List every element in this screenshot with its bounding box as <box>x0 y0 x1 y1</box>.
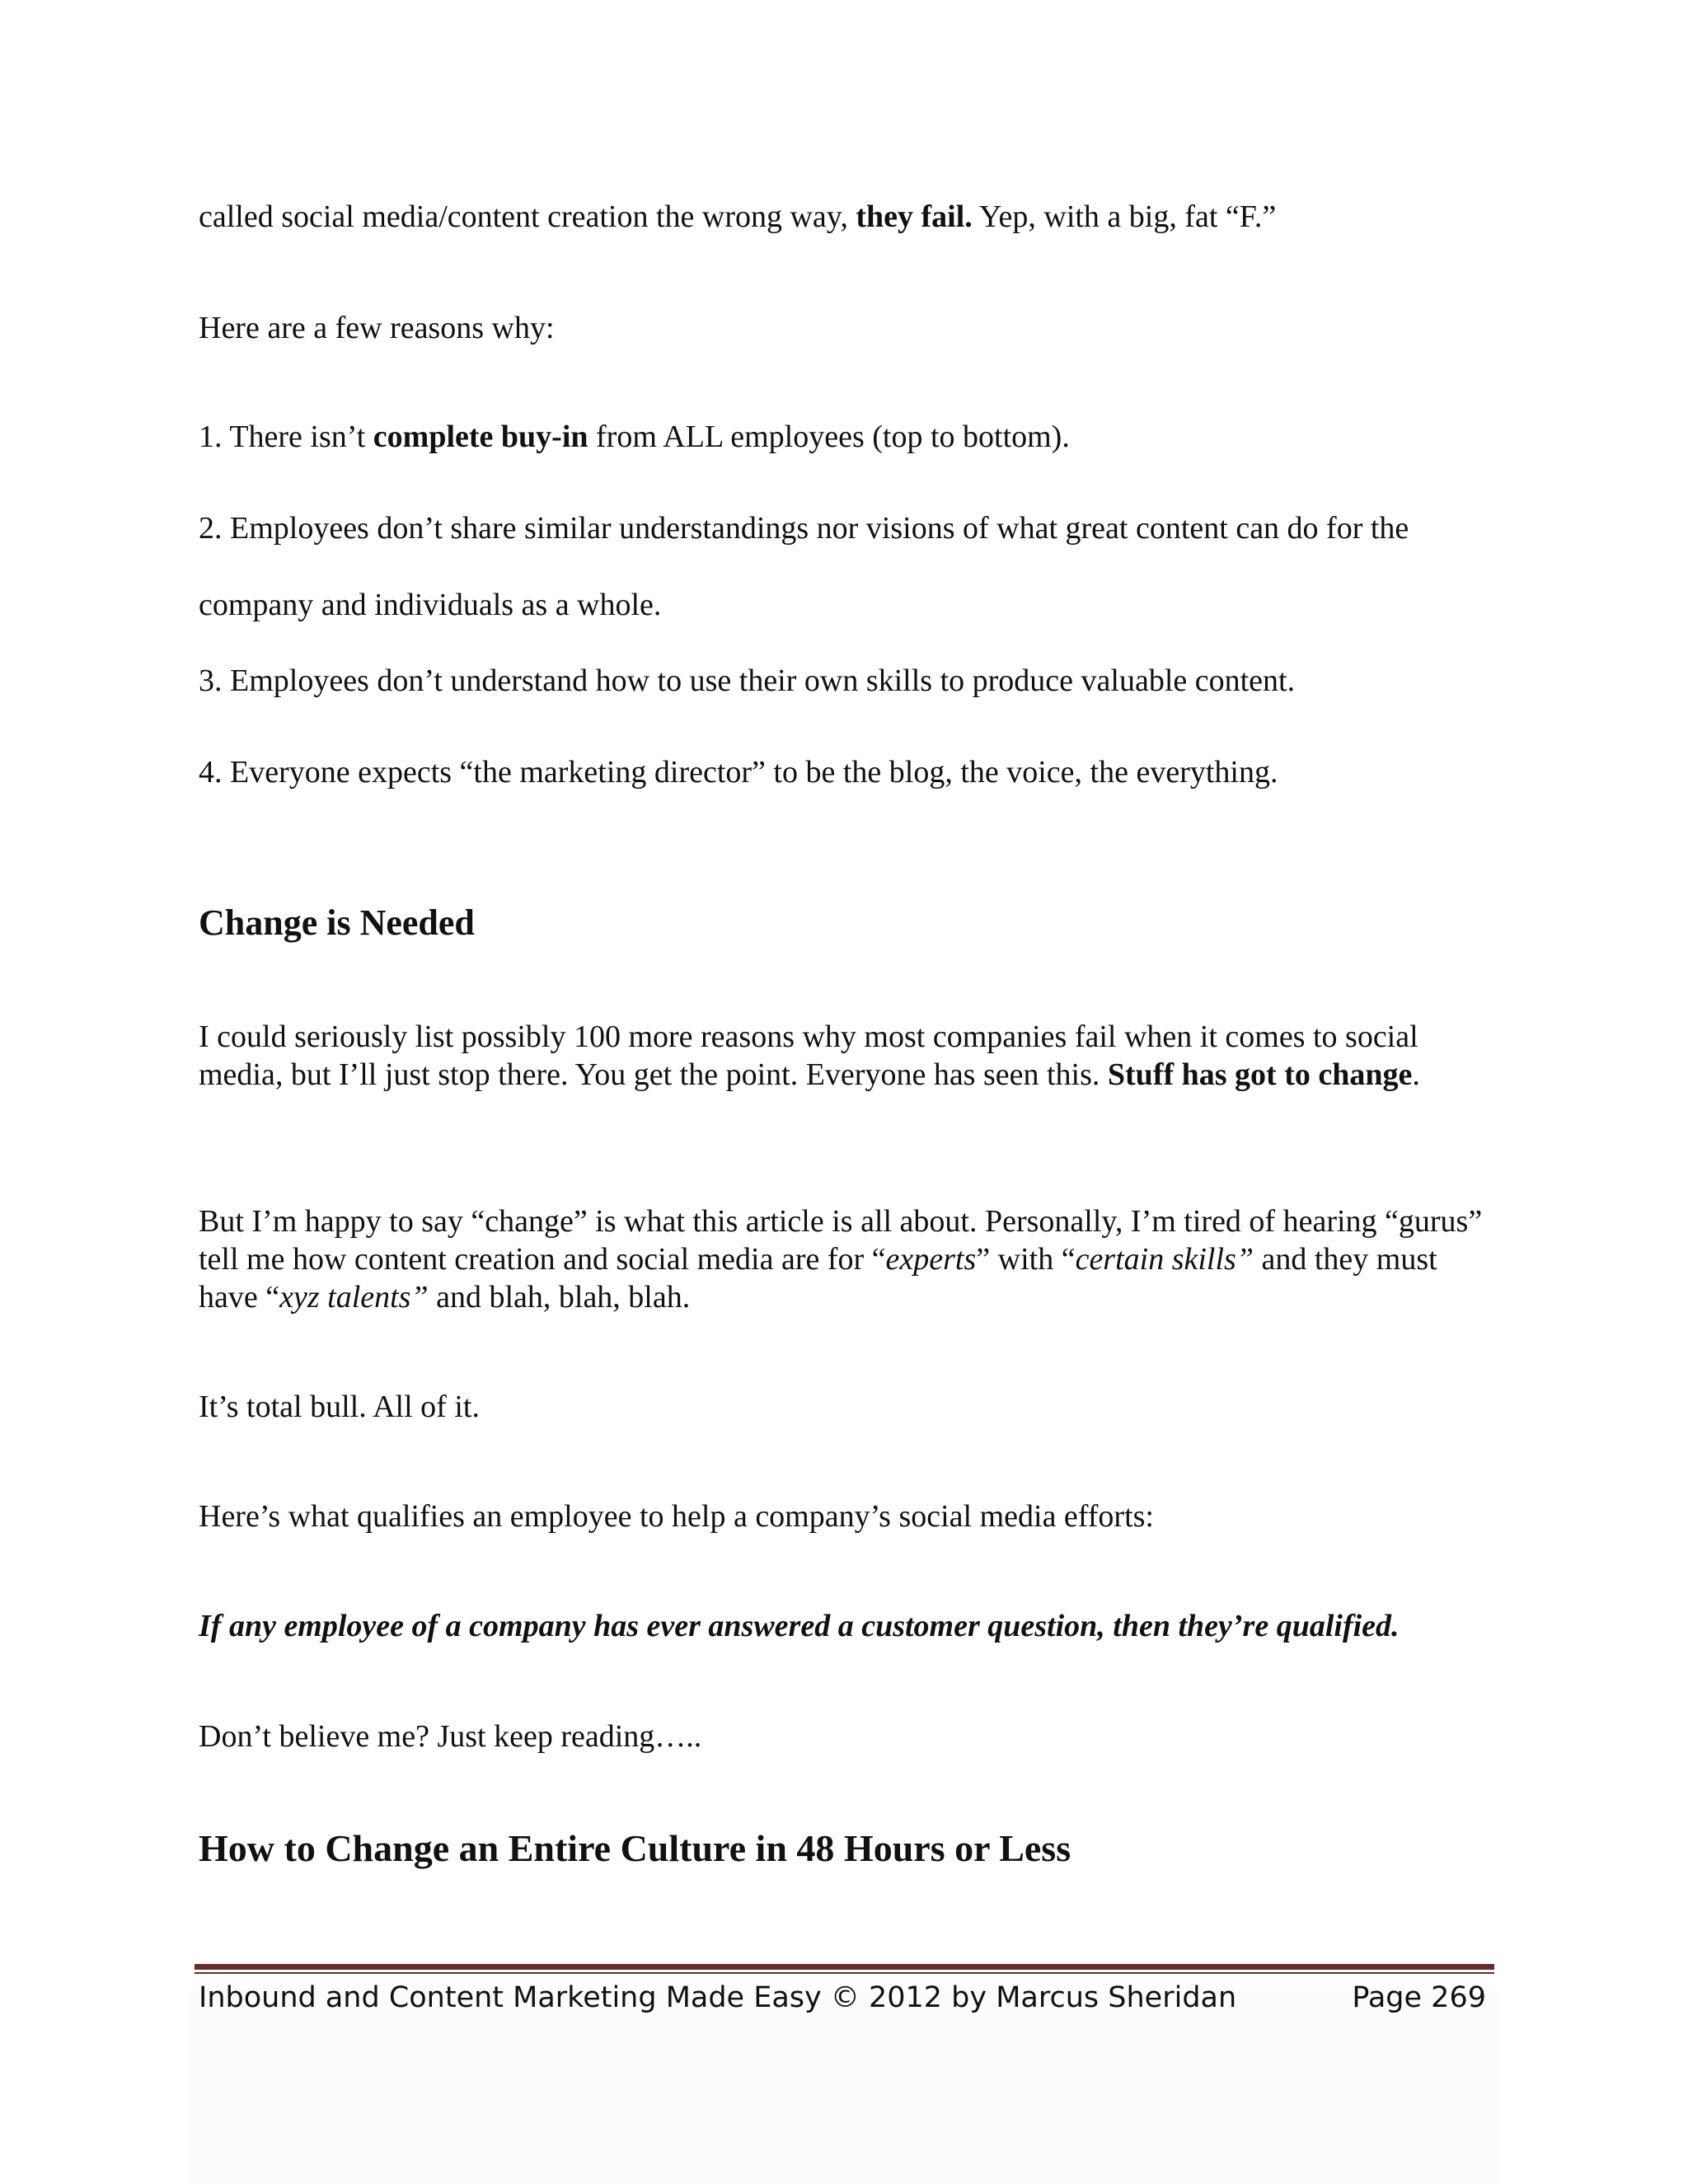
qualifies-line: Here’s what qualifies an employee to help a company’s social media efforts: <box>199 1499 1154 1534</box>
reason-item-3: 3. Employees don’t understand how to use their own skills to produce valuable content. <box>199 663 1296 698</box>
footer-rule <box>195 1964 1494 1970</box>
bull-line: It’s total bull. All of it. <box>199 1390 480 1424</box>
footer-book-title: Inbound and Content Marketing Made Easy © 2012 by Marcus Sheridan <box>199 1981 1237 2014</box>
text-span: But I’m happy to say “change” is what this article is all about. Personally, I’m tired of hearing “gurus” tell me how content creation and social media are for “ <box>199 1204 1483 1277</box>
italic-text: experts <box>885 1242 977 1277</box>
bold-text: complete buy-in <box>373 419 588 454</box>
paragraph-change <box>199 1202 1501 1316</box>
body-line-they-fail <box>199 198 1276 236</box>
text-span: Yep, with a big, fat “F.” <box>972 199 1277 234</box>
emphasis-line: If any employee of a company has ever answered a customer question, then they’re qualified. <box>199 1609 1400 1643</box>
reason-item-2-line-b: company and individuals as a whole. <box>199 588 662 622</box>
heading-change-is-needed: Change is Needed <box>199 902 475 943</box>
heading-change-culture: How to Change an Entire Culture in 48 Hours or Less <box>199 1827 1071 1869</box>
text-span: and blah, blah, blah. <box>428 1280 691 1315</box>
text-span: I could seriously list possibly 100 more reasons why most companies fail when it comes to social media, but I’ll just stop there. You get the point. Everyone has seen this. <box>199 1019 1418 1092</box>
bold-text: they fail. <box>856 199 973 234</box>
page-lower-shade <box>188 1990 1498 2184</box>
footer-page-number: Page 269 <box>1352 1981 1486 2014</box>
text-span: . <box>1412 1057 1420 1092</box>
keep-reading-line: Don’t believe me? Just keep reading….. <box>199 1719 702 1754</box>
reason-item-2-line-a: 2. Employees don’t share similar understandings nor visions of what great content can do for the <box>199 511 1409 546</box>
reason-item-4: 4. Everyone expects “the marketing director” to be the blog, the voice, the everything. <box>199 755 1278 790</box>
footer-rule-thin <box>195 1972 1494 1974</box>
text-span: ” with “ <box>976 1242 1076 1277</box>
paragraph-reasons <box>199 1018 1501 1094</box>
text-span: from ALL employees (top to bottom). <box>588 419 1070 454</box>
text-span: 1. There isn’t <box>199 419 373 454</box>
reason-item-1 <box>199 418 1070 456</box>
italic-text: certain skills” <box>1075 1242 1254 1277</box>
bold-text: Stuff has got to change <box>1107 1057 1413 1092</box>
reasons-intro: Here are a few reasons why: <box>199 311 555 345</box>
text-span: and they must have “ <box>199 1242 1437 1315</box>
italic-text: xyz talents” <box>279 1280 429 1315</box>
text-span: called social media/content creation the wrong way, <box>199 199 856 234</box>
